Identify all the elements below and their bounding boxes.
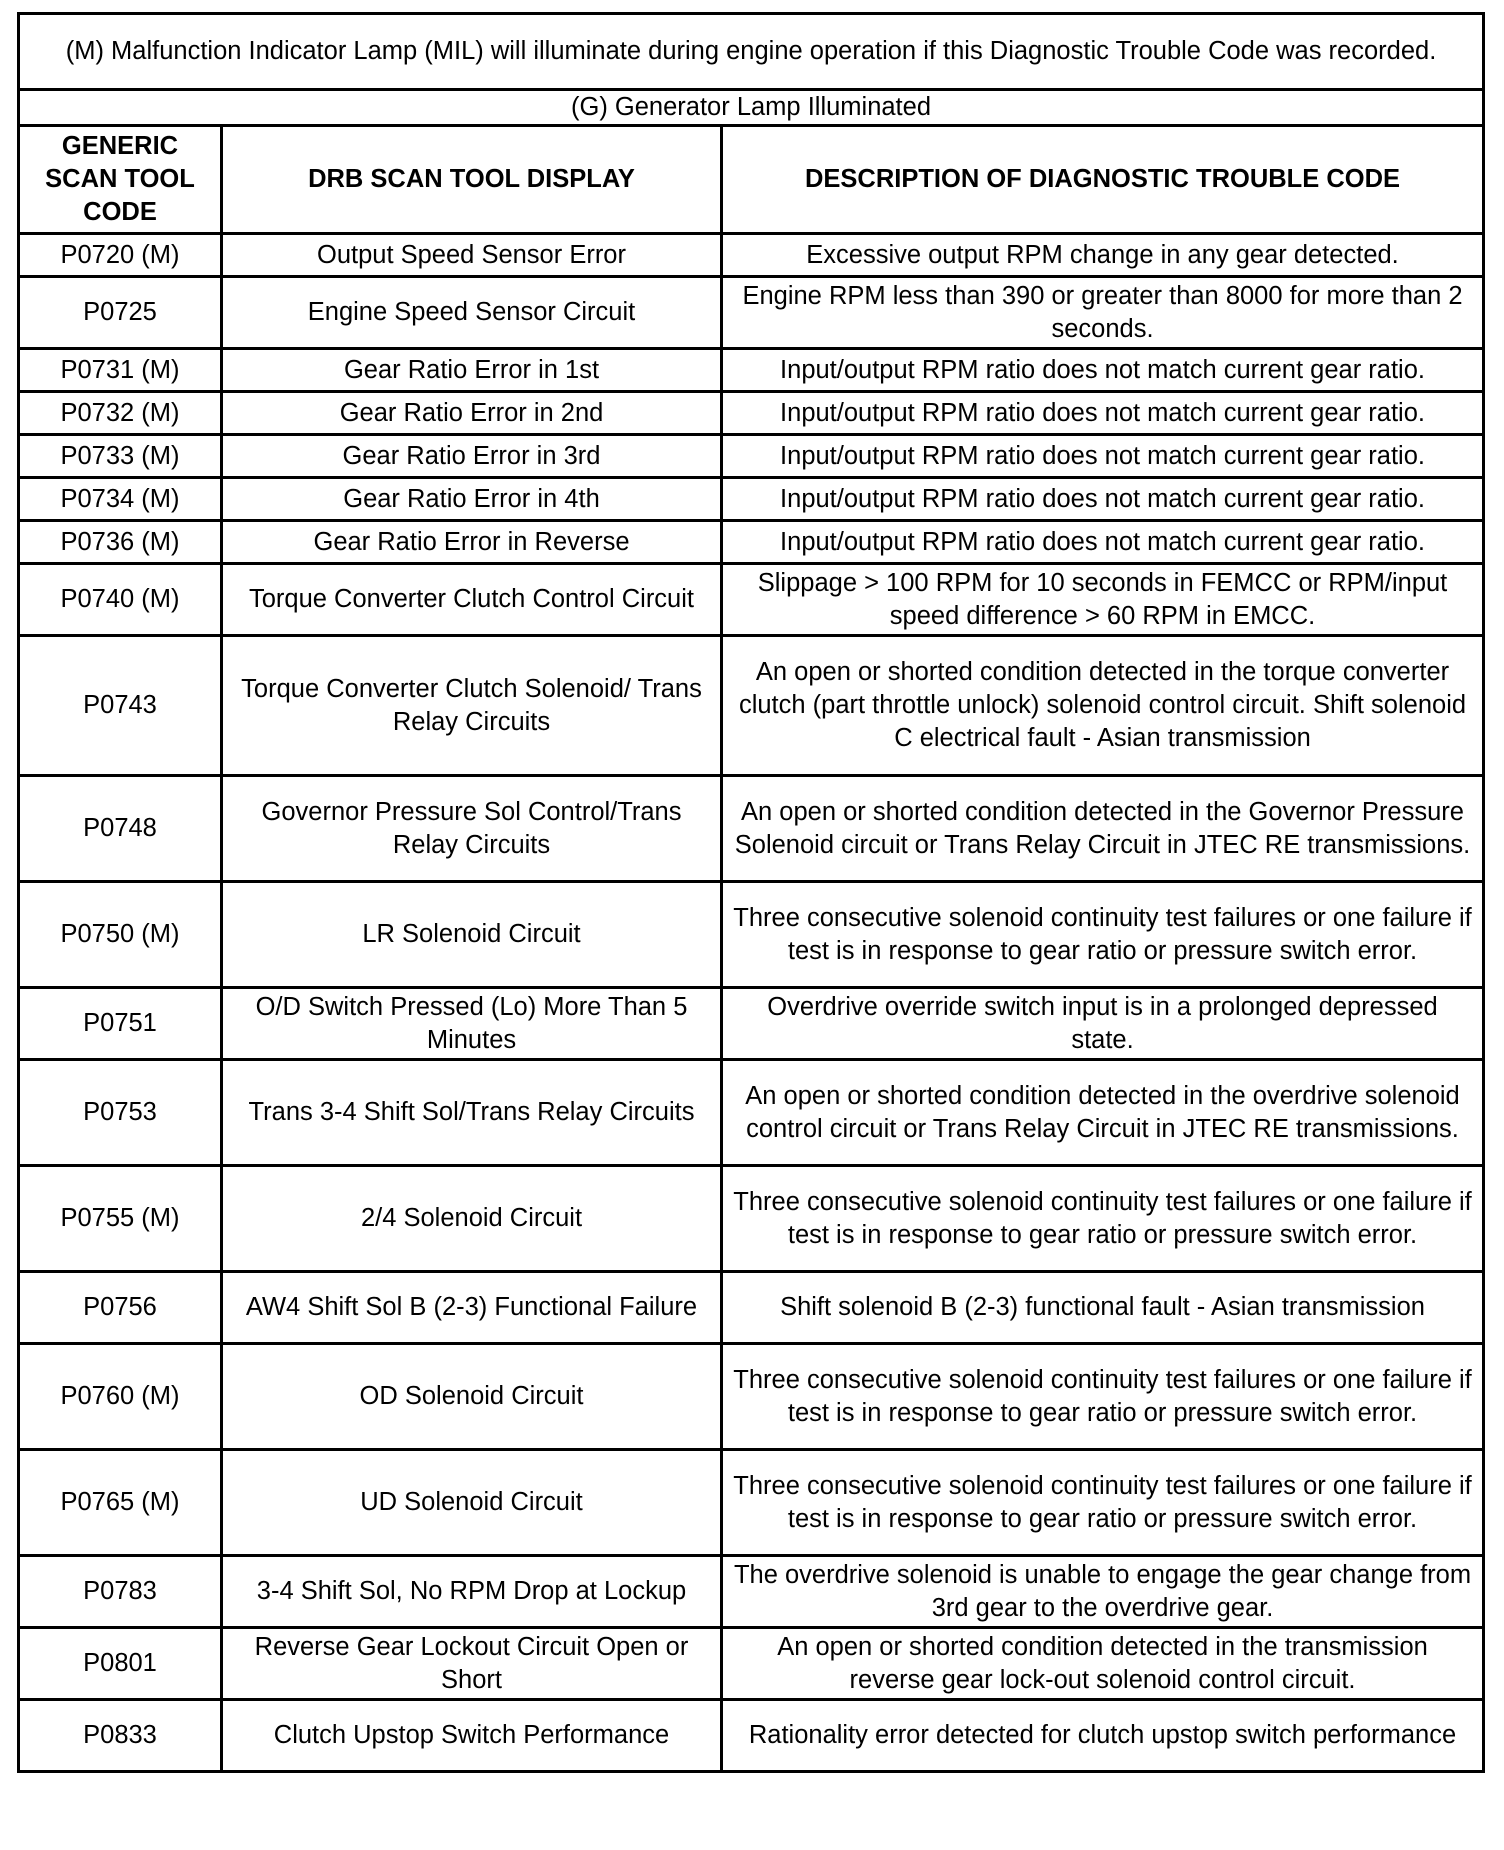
description-cell: An open or shorted condition detected in the Governor Pressure Solenoid circuit or Trans Relay Circuit in JTEC RE transmissions. (722, 776, 1484, 882)
table-row (19, 277, 1484, 349)
description-cell: Three consecutive solenoid continuity test failures or one failure if test is in response to gear ratio or pressure switch error. (722, 1344, 1484, 1450)
display-cell: O/D Switch Pressed (Lo) More Than 5 Minutes (222, 988, 722, 1060)
code-cell: P0765 (M) (19, 1450, 222, 1556)
table-row (19, 636, 1484, 776)
header-row (19, 126, 1484, 234)
code-cell: P0833 (19, 1700, 222, 1772)
table-row (19, 392, 1484, 435)
table-row (19, 1450, 1484, 1556)
description-cell: Input/output RPM ratio does not match current gear ratio. (722, 435, 1484, 478)
header-code: GENERIC SCAN TOOL CODE (19, 126, 222, 234)
display-cell: Gear Ratio Error in 3rd (222, 435, 722, 478)
display-cell: UD Solenoid Circuit (222, 1450, 722, 1556)
code-cell: P0748 (19, 776, 222, 882)
display-cell: Trans 3-4 Shift Sol/Trans Relay Circuits (222, 1060, 722, 1166)
mil-note-row (19, 14, 1484, 90)
display-cell: Torque Converter Clutch Solenoid/ Trans Relay Circuits (222, 636, 722, 776)
display-cell: 3-4 Shift Sol, No RPM Drop at Lockup (222, 1556, 722, 1628)
code-cell: P0734 (M) (19, 478, 222, 521)
table-row (19, 1628, 1484, 1700)
header-description: DESCRIPTION OF DIAGNOSTIC TROUBLE CODE (722, 126, 1484, 234)
table-row (19, 564, 1484, 636)
code-cell: P0725 (19, 277, 222, 349)
description-cell: Three consecutive solenoid continuity test failures or one failure if test is in response to gear ratio or pressure switch error. (722, 1450, 1484, 1556)
code-cell: P0733 (M) (19, 435, 222, 478)
code-cell: P0760 (M) (19, 1344, 222, 1450)
table-row (19, 349, 1484, 392)
description-cell: The overdrive solenoid is unable to engage the gear change from 3rd gear to the overdrive gear. (722, 1556, 1484, 1628)
description-cell: Three consecutive solenoid continuity test failures or one failure if test is in response to gear ratio or pressure switch error. (722, 882, 1484, 988)
code-cell: P0751 (19, 988, 222, 1060)
table-row (19, 1700, 1484, 1772)
display-cell: Gear Ratio Error in 2nd (222, 392, 722, 435)
display-cell: OD Solenoid Circuit (222, 1344, 722, 1450)
code-cell: P0740 (M) (19, 564, 222, 636)
table-row (19, 882, 1484, 988)
display-cell: Gear Ratio Error in 4th (222, 478, 722, 521)
code-cell: P0750 (M) (19, 882, 222, 988)
table-row (19, 1344, 1484, 1450)
code-cell: P0783 (19, 1556, 222, 1628)
table-row (19, 1166, 1484, 1272)
description-cell: Slippage > 100 RPM for 10 seconds in FEMCC or RPM/input speed difference > 60 RPM in EMCC. (722, 564, 1484, 636)
description-cell: Input/output RPM ratio does not match current gear ratio. (722, 521, 1484, 564)
code-cell: P0801 (19, 1628, 222, 1700)
display-cell: Output Speed Sensor Error (222, 234, 722, 277)
code-cell: P0736 (M) (19, 521, 222, 564)
code-cell: P0743 (19, 636, 222, 776)
table-row (19, 1060, 1484, 1166)
description-cell: An open or shorted condition detected in the overdrive solenoid control circuit or Trans Relay Circuit in JTEC RE transmissions. (722, 1060, 1484, 1166)
description-cell: An open or shorted condition detected in the torque converter clutch (part throttle unlock) solenoid control circuit. Shift solenoid C electrical fault - Asian transmission (722, 636, 1484, 776)
display-cell: Governor Pressure Sol Control/Trans Relay Circuits (222, 776, 722, 882)
code-cell: P0753 (19, 1060, 222, 1166)
mil-note: (M) Malfunction Indicator Lamp (MIL) will illuminate during engine operation if this Diagnostic Trouble Code was recorded. (19, 14, 1484, 90)
display-cell: Gear Ratio Error in Reverse (222, 521, 722, 564)
display-cell: Gear Ratio Error in 1st (222, 349, 722, 392)
table-row (19, 435, 1484, 478)
description-cell: Engine RPM less than 390 or greater than 8000 for more than 2 seconds. (722, 277, 1484, 349)
description-cell: Shift solenoid B (2-3) functional fault - Asian transmission (722, 1272, 1484, 1344)
display-cell: Engine Speed Sensor Circuit (222, 277, 722, 349)
generator-note: (G) Generator Lamp Illuminated (19, 90, 1484, 126)
description-cell: Overdrive override switch input is in a prolonged depressed state. (722, 988, 1484, 1060)
display-cell: AW4 Shift Sol B (2-3) Functional Failure (222, 1272, 722, 1344)
display-cell: Torque Converter Clutch Control Circuit (222, 564, 722, 636)
description-cell: An open or shorted condition detected in the transmission reverse gear lock-out solenoid control circuit. (722, 1628, 1484, 1700)
description-cell: Input/output RPM ratio does not match current gear ratio. (722, 478, 1484, 521)
table-row (19, 478, 1484, 521)
dtc-table (17, 12, 1485, 1773)
code-cell: P0720 (M) (19, 234, 222, 277)
generator-note-row (19, 90, 1484, 126)
description-cell: Three consecutive solenoid continuity test failures or one failure if test is in response to gear ratio or pressure switch error. (722, 1166, 1484, 1272)
display-cell: LR Solenoid Circuit (222, 882, 722, 988)
table-row (19, 776, 1484, 882)
description-cell: Input/output RPM ratio does not match current gear ratio. (722, 349, 1484, 392)
code-cell: P0732 (M) (19, 392, 222, 435)
code-cell: P0731 (M) (19, 349, 222, 392)
display-cell: Reverse Gear Lockout Circuit Open or Short (222, 1628, 722, 1700)
header-display: DRB SCAN TOOL DISPLAY (222, 126, 722, 234)
code-cell: P0756 (19, 1272, 222, 1344)
table-row (19, 1556, 1484, 1628)
table-row (19, 988, 1484, 1060)
code-cell: P0755 (M) (19, 1166, 222, 1272)
table-row (19, 234, 1484, 277)
description-cell: Excessive output RPM change in any gear detected. (722, 234, 1484, 277)
display-cell: Clutch Upstop Switch Performance (222, 1700, 722, 1772)
table-row (19, 521, 1484, 564)
display-cell: 2/4 Solenoid Circuit (222, 1166, 722, 1272)
description-cell: Input/output RPM ratio does not match current gear ratio. (722, 392, 1484, 435)
table-row (19, 1272, 1484, 1344)
description-cell: Rationality error detected for clutch upstop switch performance (722, 1700, 1484, 1772)
